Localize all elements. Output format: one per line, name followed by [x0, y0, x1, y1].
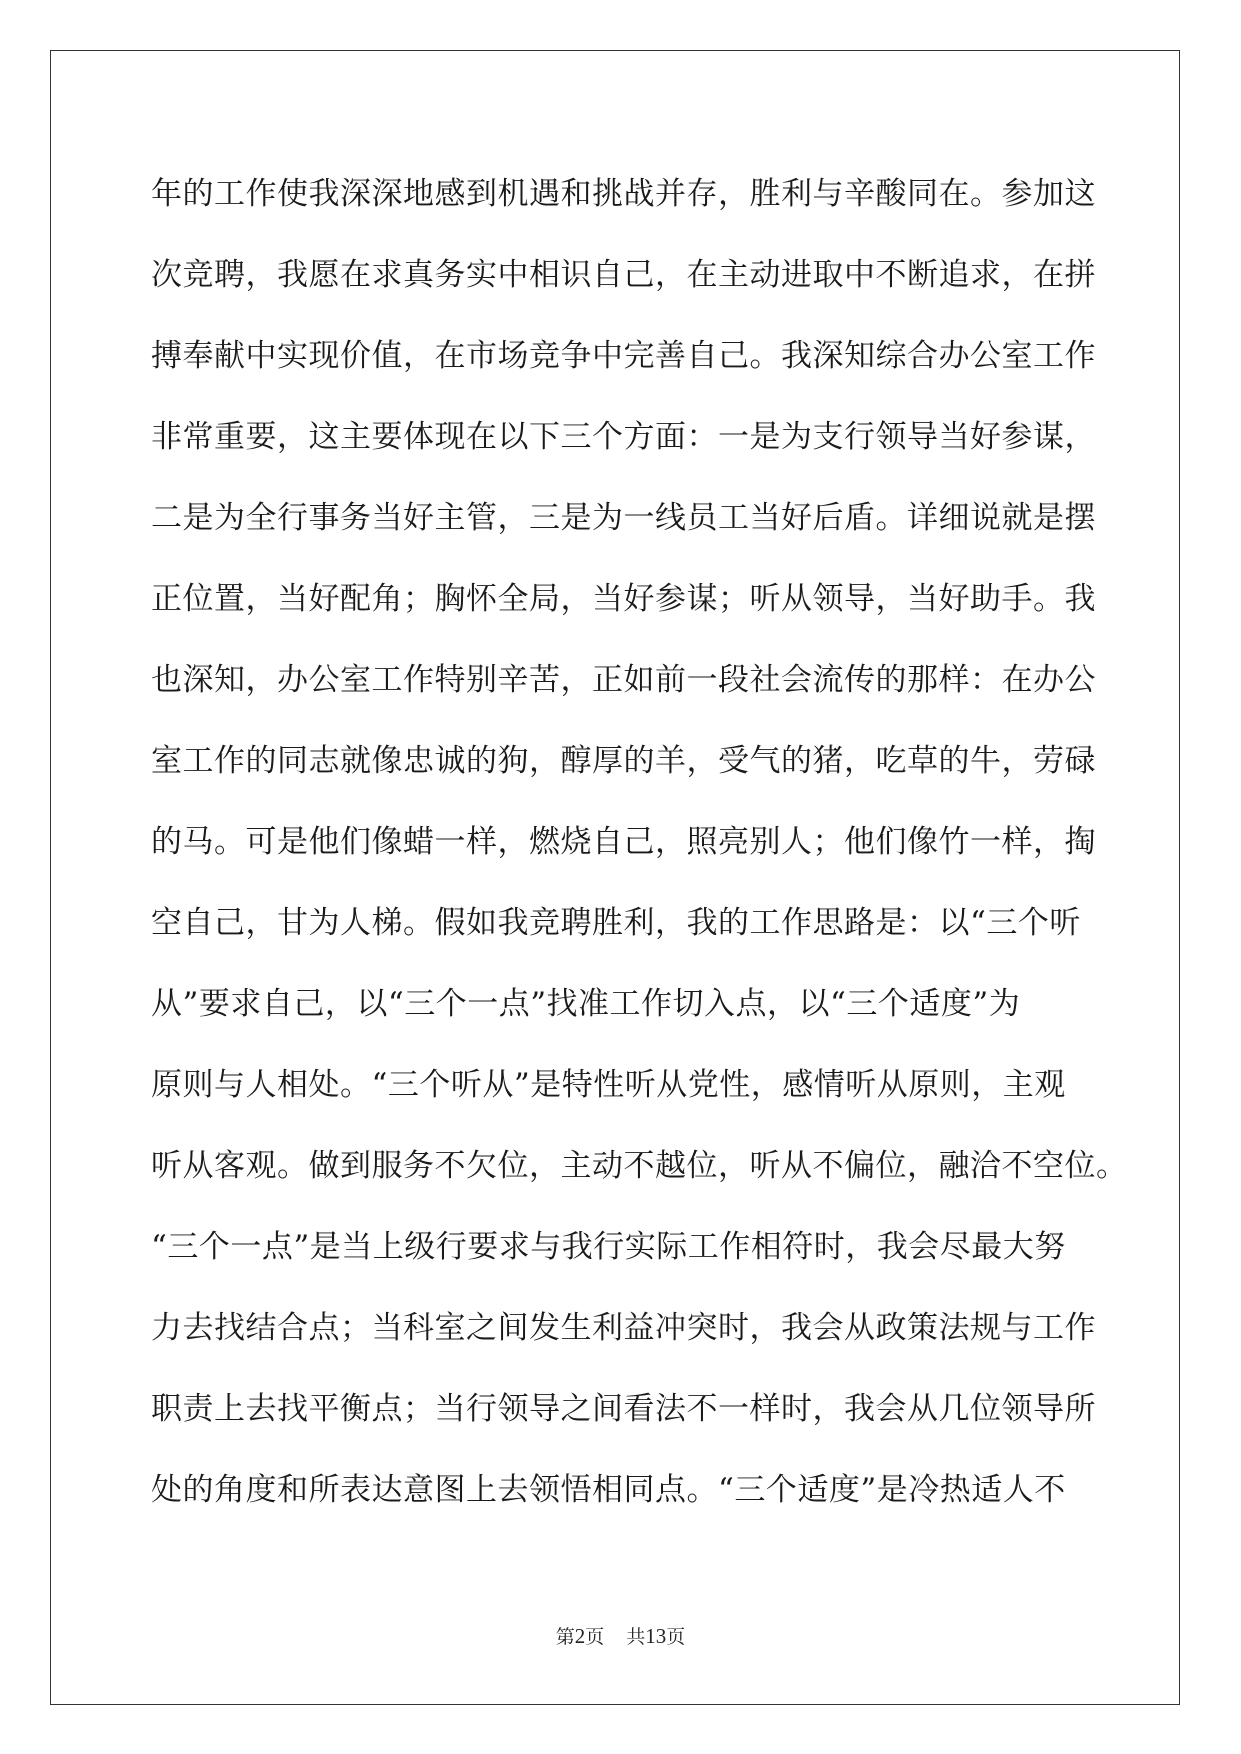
text-line: “三个一点”是当上级行要求与我行实际工作相符时，我会尽最大努 — [151, 1229, 1066, 1265]
text-line: 次竞聘，我愿在求真务实中相识自己，在主动进取中不断追求，在拼 — [151, 257, 1096, 293]
text-line: 处的角度和所表达意图上去领悟相同点。“三个适度”是冷热适人不 — [151, 1472, 1066, 1508]
body-text — [151, 166, 1128, 1543]
text-line: 也深知，办公室工作特别辛苦，正如前一段社会流传的那样：在办公 — [151, 662, 1096, 698]
text-line: 二是为全行事务当好主管，三是为一线员工当好后盾。详细说就是摆 — [151, 500, 1096, 536]
text-line: 力去找结合点；当科室之间发生利益冲突时，我会从政策法规与工作 — [151, 1310, 1096, 1346]
total-prefix: 共 — [626, 1626, 646, 1648]
total-pages: 13 — [645, 1624, 667, 1648]
text-line: 的马。可是他们像蜡一样，燃烧自己，照亮别人；他们像竹一样，掏 — [151, 824, 1096, 860]
text-line: 原则与人相处。“三个听从”是特性听从党性，感情听从原则，主观 — [151, 1067, 1066, 1103]
page-footer — [0, 1622, 1241, 1649]
text-line: 非常重要，这主要体现在以下三个方面：一是为支行领导当好参谋， — [151, 419, 1096, 455]
total-suffix: 页 — [666, 1626, 686, 1648]
text-line: 职责上去找平衡点；当行领导之间看法不一样时，我会从几位领导所 — [151, 1391, 1096, 1427]
text-line: 正位置，当好配角；胸怀全局，当好参谋；听从领导，当好助手。我 — [151, 581, 1096, 617]
text-line: 年的工作使我深深地感到机遇和挑战并存，胜利与辛酸同在。参加这 — [151, 176, 1096, 212]
text-line: 空自己，甘为人梯。假如我竞聘胜利，我的工作思路是：以“三个听 — [151, 905, 1081, 941]
page-number: 2 — [574, 1624, 586, 1648]
text-line: 室工作的同志就像忠诚的狗，醇厚的羊，受气的猪，吃草的牛，劳碌 — [151, 743, 1096, 779]
text-line: 从”要求自己，以“三个一点”找准工作切入点，以“三个适度”为 — [151, 986, 1021, 1022]
page-suffix: 页 — [585, 1626, 605, 1648]
text-line: 听从客观。做到服务不欠位，主动不越位，听从不偏位，融洽不空位。 — [151, 1148, 1128, 1184]
text-line: 搏奉献中实现价值，在市场竞争中完善自己。我深知综合办公室工作 — [151, 338, 1096, 374]
page-prefix: 第 — [555, 1626, 575, 1648]
